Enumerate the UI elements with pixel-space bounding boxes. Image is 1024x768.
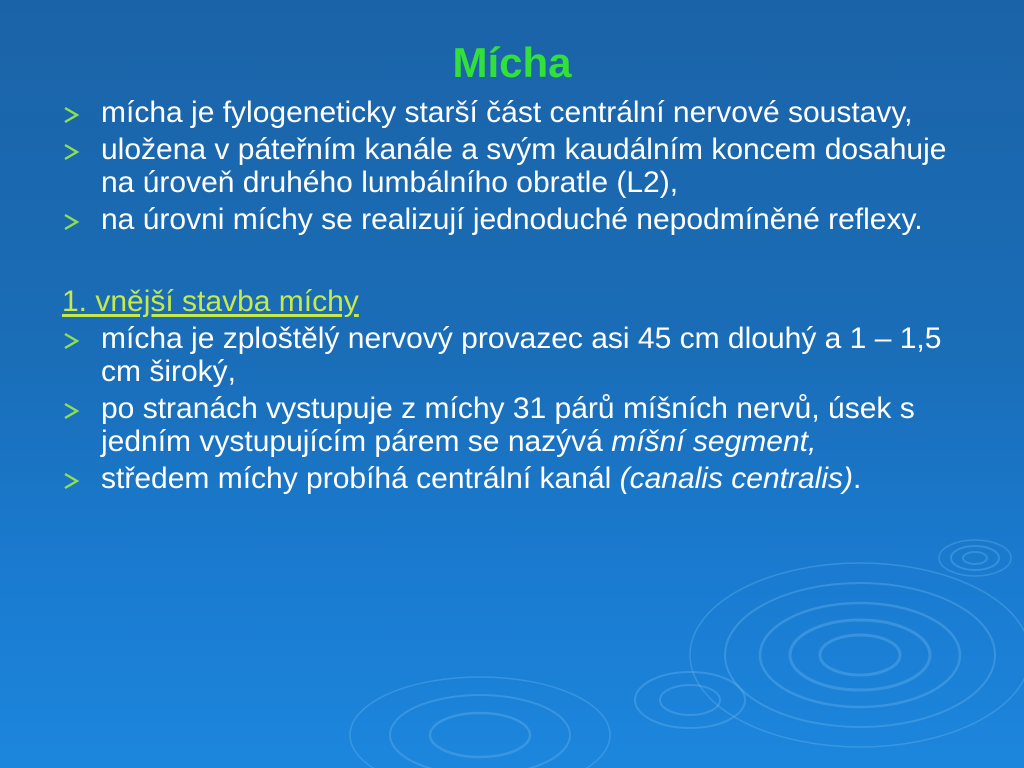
bullet-item [62,392,962,458]
slide-title: Mícha [452,39,572,86]
bullet-text: mícha je fylogeneticky starší část centrální nervové soustavy, [101,96,913,129]
bullet-italic-term: (canalis centralis) [619,462,854,495]
bullet-item [62,96,962,129]
arrowhead-bullet-icon [62,213,80,231]
bullet-text: středem míchy probíhá centrální kanál [101,462,620,495]
bullet-list [62,96,962,499]
arrowhead-bullet-icon [62,472,80,490]
bullet-item [62,462,962,495]
section-subheading: 1. vnější stavba míchy [62,285,359,318]
bullet-item [62,133,962,199]
arrowhead-bullet-icon [62,106,80,124]
arrowhead-bullet-icon [62,332,80,350]
bullet-text: na úrovni míchy se realizují jednoduché nepodmíněné reflexy. [101,203,923,236]
bullet-tail: . [853,462,862,495]
bullet-text: uložena v páteřním kanále a svým kaudálním koncem dosahuje na úroveň druhého lumbálního obratle (L2), [101,133,947,199]
bullet-text: mícha je zploštělý nervový provazec asi 45 cm dlouhý a 1 – 1,5 cm široký, [101,322,942,388]
spacer [62,240,962,285]
arrowhead-bullet-icon [62,143,80,161]
bullet-italic-term: míšní segment, [611,425,817,458]
bullet-text: po stranách vystupuje z míchy 31 párů míšních nervů, úsek s jedním vystupujícím párem se nazývá [101,392,915,458]
arrowhead-bullet-icon [62,402,80,420]
bullet-item [62,322,962,388]
bullet-item [62,203,962,236]
